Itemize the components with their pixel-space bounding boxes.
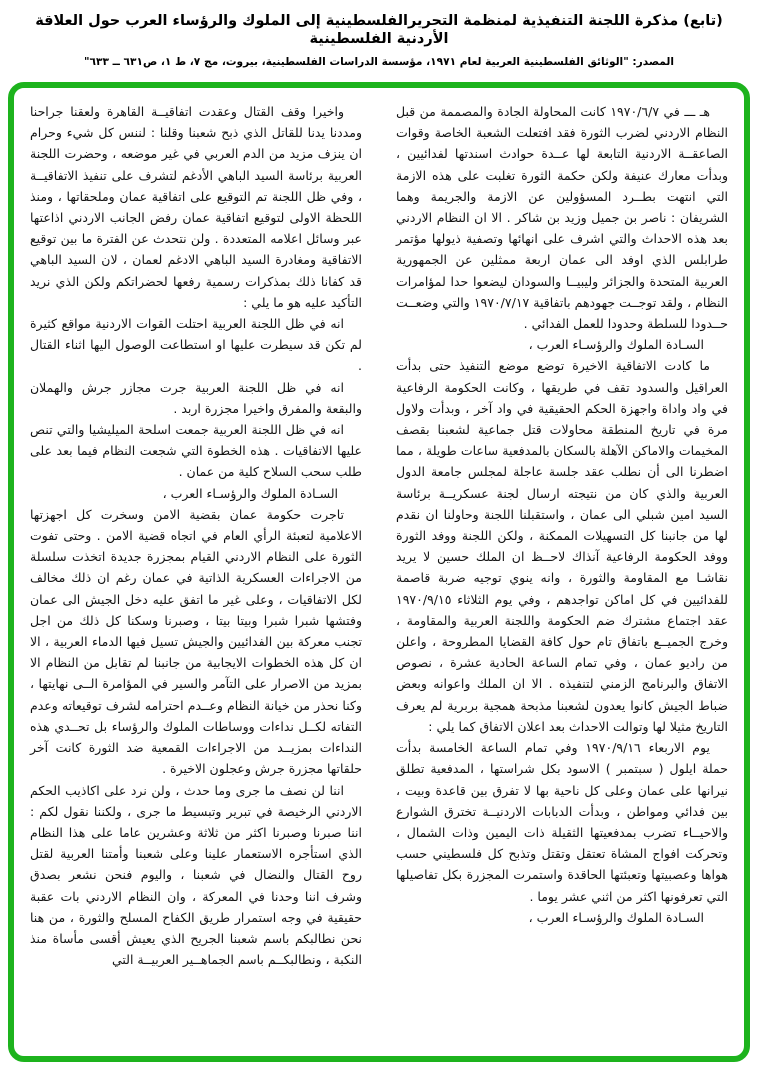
salutation-line: السـادة الملوك والرؤسـاء العرب ، (528, 909, 704, 925)
paragraph: واخيرا وقف القتال وعقدت اتفاقيــة القاهرة ولعقنا جراحنا ومددنا يدنا للقاتل الذي ذبح شعبنا وقلنا : لننس كل شيء وحرام ان ينزف مزيد من الدم العربي في غير موضعه ، وحضرت اللجنة العربية برئاسة السيد الباهي الأدغم لتشرف على تنفيذ الاتفاقيــة ، وفي ظل اللجنة تم التوقيع على اتفاقية عمان وملحقاتها ، ومنذ اللحظة الاولى لتوقيع اتفاقية عمان رفض الجانب الاردني اذاعتها عبر وسائل اعلامه المتعددة . ولن نتحدث عن الفترة ما بين توقيع الاتفاقية ومغادرة السيد الباهي الادغم لعمان ، لان السيد الباهي قد كفانا ذلك بمذكرات رسمية رفعها لحضراتكم ولكن الذي نريد التأكيد عليه هو ما يلي : (30, 104, 362, 310)
paragraph: هـ ـــ في ١٩٧٠/٦/٧ كانت المحاولة الجادة والمصممة من قبل النظام الاردني لضرب الثورة فقد افتعلت الشعبة الخاصة وقوات الصاعقــة الاردنية التابعة لها عــدة حوادث اسندتها لفدائيين ، وبدأت معارك عنيفة ولكن حكمة الثورة تغلبت على هذه الازمة التي انتهت بطــرد المسؤولين عن الازمة والجريمة وهما الشريفان : ناصر بن جميل وزيد بن شاكر . الا ان النظام الاردني بعد هذه الاحداث والتي اشرف على انهائها وتصفية ذيولها مؤتمر طرابلس الذي اوفد الى عمان اربعة ممثلين عن الجمهورية العربية المتحدة والجزائر وليبيــا والسودان ليضعوا حدا لمؤامرات النظام ، ولقد توجــت جهودهم باتفاقية ١٩٧٠/٧/١٧ والتي وضعــت حــدودا للسلطة وحدودا للعمل الفدائي . (396, 104, 729, 332)
document-title: (تابع) مذكرة اللجنة التنفيذية لمنظمة التحريرالفلسطينية إلى الملوك والرؤساء العرب حول العلاقة الأردنية الفلسطينية (35, 13, 723, 48)
green-border-frame (8, 82, 750, 1062)
document-source-line: المصدر: "الوثائق الفلسطينية العربية لعام ١٩٧١، مؤسسة الدراسات الفلسطينية، بيروت، مج ٧، ط ١، ص٦٣١ ــ ٦٣٣" (83, 56, 675, 69)
salutation-line: السـادة الملوك والرؤسـاء العرب ، (528, 337, 704, 353)
paragraph: انه في ظل اللجنة العربية جرت مجازر جرش والهملان والبقعة والمفرق واخيرا مجزرة اربد . (30, 379, 362, 416)
column-right (396, 101, 728, 1048)
paragraph: ما كادت الاتفاقية الاخيرة توضع موضع التنفيذ حتى بدأت العراقيل والسدود تقف في طريقها ، وكانت الحكومة الرفاعية في واد واداة واجهزة الحكم الحقيقية في واد آخر ، وبدأت ولاول مرة في تاريخ المنطقة محاولات قتل جماعية لشعبنا بقصف المخيمات والاماكن الآهلة بالسكان بالمدفعية ساعات طويلة ، مما اضطرنا الى أن نطلب عقد جلسة عاجلة لمجلس جامعة الدول العربية والذي كان من نتيجته ارسال لجنة عسكريــة برئاسة السيد امين شبلي الى عمان ، واستقبلنا اللجنة وحاولنا ان نقدم لها من جانبنا كل التسهيلات الممكنة ، ولكن اللجنة ووفد الثورة ووفد الحكومة الرفاعية آنذاك لاحــظ ان الملك حسين لا يريد نقاشـا مع المقاومة والثورة ، وانه ينوي توجيه ضربة قاصمة للفدائيين في كل اماكن تواجدهم ، وفي يوم الثلاثاء ١٩٧٠/٩/١٥ عقد اجتماع مشترك ضم الحكومة واللجنة العربية والمقاومة ، وخرج الجميــع باتفاق تام حول كافة القضايا المطروحة ، واعلن من راديو عمان ، وفي تمام الساعة الحادية عشرة ، نصوص الاتفاق والبرنامج الزمني لتنفيذه . الا ان الملك واعوانه وبعض ضباط الجيش كانوا يعدون لشعبنا مذبحة همجية بربرية لم يعرف التاريخ مثيلا لها وتوالت الاحداث بعد اعلان الاتفاق كما يلي : (396, 358, 728, 734)
column-left (30, 101, 362, 1048)
paragraph: انه في ظل اللجنة العربية جمعت اسلحة الميليشيا والتي تنص عليها الاتفاقيات . هذه الخطوة التي شجعت النظام فيما بعد على طلب سحب السلاح كلية من عمان . (30, 422, 362, 480)
document-body (14, 88, 744, 1056)
paragraph: تاجرت حكومة عمان بقضية الامن وسخرت كل اجهزتها الاعلامية لتعبئة الرأي العام في اتجاه قضية الامن . وحتى تفوت الثورة على النظام الاردني القيام بمجزرة جديدة اتخذت سلسلة من الاجراءات العسكرية الذاتية في عمان رغم ان ذلك مخالف لكل الاتفاقيات ، وعلى غير ما اتفق عليه دخل الجيش الى عمان وفتشها شبرا شبرا وبيتا بيتا ، وصبرنا وسكنا كل ذلك من اجل تجنب معركة بين الفدائيين والجيش تسيل فيها الدماء العربية ، الا ان كل هذه الخطوات الايجابية من جانبنا لم تقابل من النظام الا بمزيد من الاصرار على التآمر والسير في المؤامرة الــى نهايتها ، وكنا نحذر من خيانة النظام وعــدم احترامه لشرف توقيعاته وعدم التفاته لكــل نداءات ووساطات الملوك والرؤساء بل تحــدي هذه النداءات بمزيــد من الاجراءات القمعية ضد الثورة كانت آخر حلقاتها مجزرة جرش وعجلون الاخيرة . (30, 506, 362, 777)
paragraph: يوم الاربعاء ١٩٧٠/٩/١٦ وفي تمام الساعة الخامسة بدأت حملة ايلول ( سبتمبر ) الاسود بكل شراستها ، المدفعية تطلق نيرانها على عمان وعلى كل ناحية بها لا تفرق بين قاعدة وبيت ، بين فدائي ومواطن ، وبدأت الدبابات الاردنيــة تخترق الشوارع والاحيــاء تضرب بمدفعيتها الثقيلة ذات اليمين وذات الشمال ، وتحركت افواج المشاة تعتقل وتقتل وتذبح كل فلسطيني حسب هواها وعصبيتها وتعبئتها الحاقدة واستمرت المجزرة بكل تفاصيلها التي تعرفونها اكثر من اثني عشر يوما . (396, 740, 728, 904)
paragraph: انه في ظل اللجنة العربية احتلت القوات الاردنية مواقع كثيرة لم تكن قد سيطرت عليها او استطاعت الوصول اليها اثناء القتال . (30, 316, 362, 374)
paragraph: اننا لن نصف ما جرى وما حدث ، ولن نرد على اكاذيب الحكم الاردني الرخيصة في تبرير وتبسيط ما جرى ، ولكننا نقول لكم : اننا صبرنا وصبرنا اكثر من ثلاثة وعشرين عاما على هذا النظام الذي استأجره الاستعمار علينا وعلى شعبنا وأمتنا العربية لقتل روح القتال والنضال في شعبنا ، واليوم فنحن نشعر بصدق وشرف اننا وحدنا في المعركة ، وان النظام الاردني بات عقبة حقيقية في وجه استمرار طريق الكفاح المسلح والثورة ، من هنا نحن نطالبكم باسم شعبنا الجريح الذي يعيش أقسى مأساة منذ النكبة ، ونطالبكــم باسم الجماهــير العربيــة التي (30, 782, 362, 968)
salutation-line: السـادة الملوك والرؤسـاء العرب ، (162, 485, 338, 501)
document-header (18, 12, 740, 68)
